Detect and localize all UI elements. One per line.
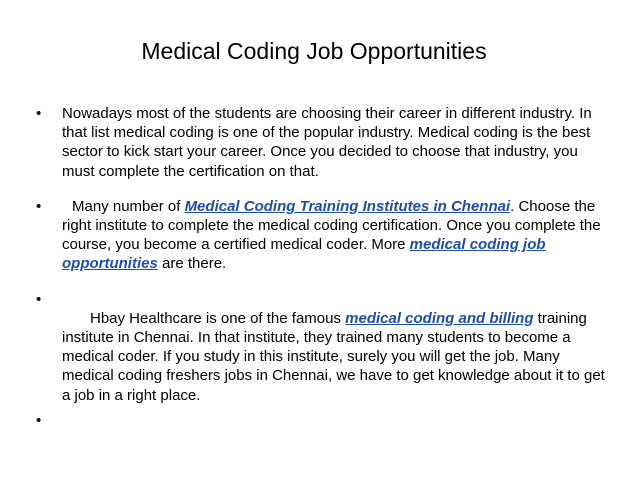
- bullet-item-2: [36, 197, 611, 274]
- slide-title-text: Medical Coding Job Opportunities: [141, 38, 487, 64]
- job-opportunities-link[interactable]: medical coding job opportunities: [62, 236, 546, 273]
- training-institutes-link[interactable]: Medical Coding Training Institutes in Chennai: [184, 197, 511, 215]
- text-segment: Many number of: [72, 197, 185, 215]
- text-segment: Hbay Healthcare is one of the famous: [90, 309, 346, 327]
- bullet-item-3: [36, 290, 611, 405]
- bullet-text: Nowadays most of the students are choosing their career in different industry. In that list medical coding is one of the popular industry. Medical coding is the best sector to kick start your career. Once you decided to choose that industry, you must complete the certification on that.: [62, 105, 592, 180]
- coding-billing-link[interactable]: medical coding and billing: [345, 309, 534, 327]
- slide-title: [0, 36, 638, 66]
- bullet-text: [62, 197, 611, 274]
- bullet-text-empty: [62, 411, 611, 430]
- bullet-marker: •: [36, 290, 42, 308]
- bullet-list: [36, 104, 611, 438]
- bullet-marker: •: [36, 105, 42, 122]
- bullet-item-4: [36, 411, 611, 430]
- text-segment: training institute in Chennai. In that institute, they trained many students to become a medical coder. If you study in this institute, surely you will get the job. Many medical coding freshers jobs in Chennai, we have to get knowledge about it to get a job in a right place.: [62, 309, 605, 404]
- bullet-item-1: [36, 104, 611, 181]
- bullet-marker: •: [36, 411, 42, 429]
- bullet-text: [62, 290, 611, 405]
- bullet-marker: •: [36, 197, 42, 215]
- text-segment: . Choose the right institute to complete the medical coding certification. Once you complete the course, you become a certified medical coder. More: [62, 197, 601, 254]
- text-segment: are there.: [157, 255, 227, 273]
